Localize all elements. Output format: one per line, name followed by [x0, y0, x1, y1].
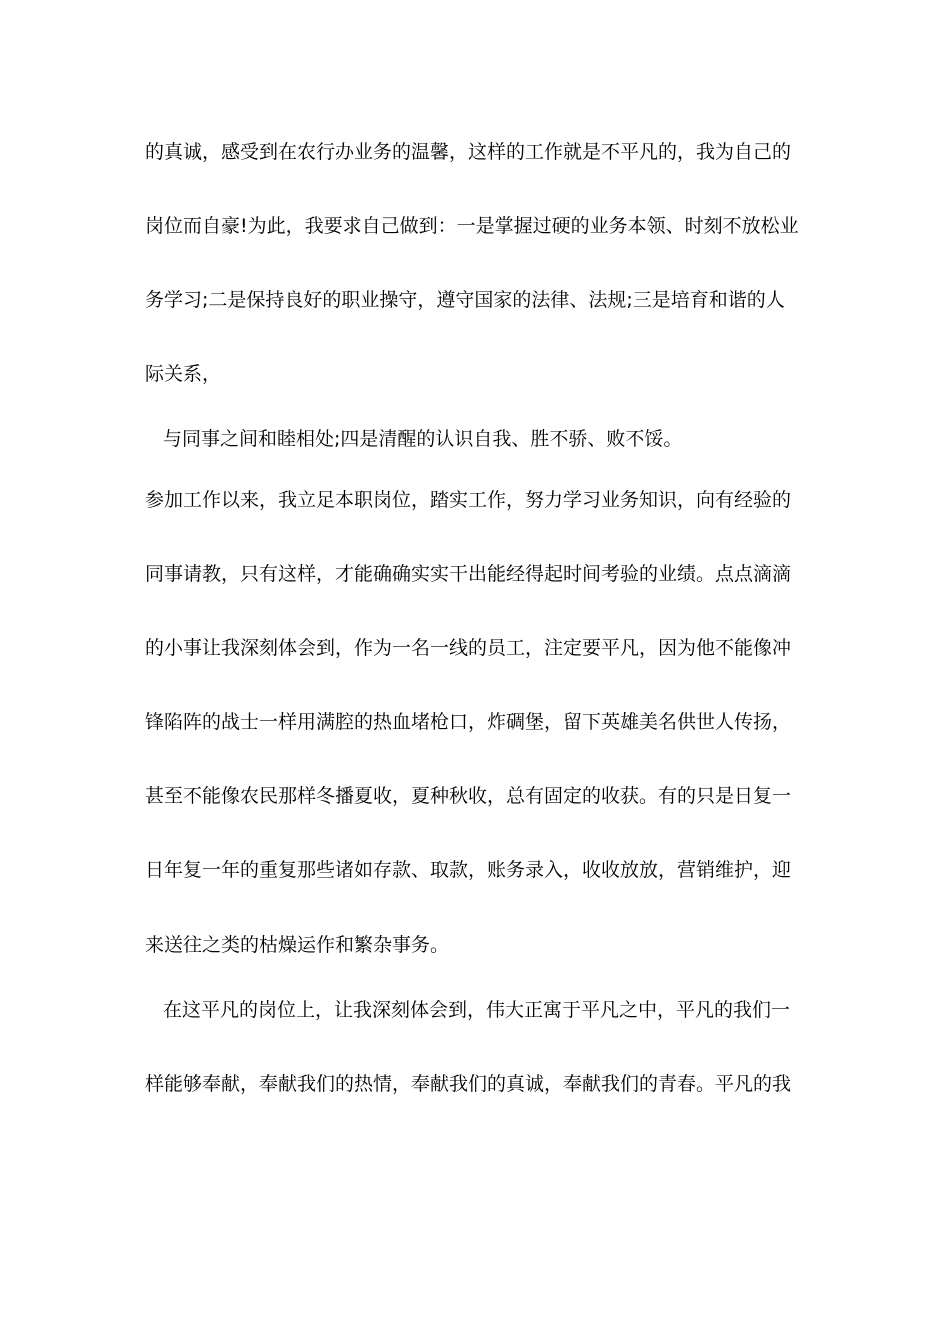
text-line: 日年复一年的重复那些诸如存款、取款，账务录入，收收放放，营销维护，迎	[145, 859, 792, 881]
text-line: 锋陷阵的战士一样用满腔的热血堵枪口，炸碉堡，留下英雄美名供世人传扬，	[145, 711, 792, 733]
text-line: 务学习;二是保持良好的职业操守，遵守国家的法律、法规;三是培育和谐的人	[145, 289, 785, 311]
text-line: 在这平凡的岗位上，让我深刻体会到，伟大正寓于平凡之中，平凡的我们一	[163, 999, 791, 1021]
text-line: 同事请教，只有这样，才能确确实实干出能经得起时间考验的业绩。点点滴滴	[145, 563, 792, 585]
text-line: 来送往之类的枯燥运作和繁杂事务。	[145, 934, 450, 956]
text-line: 岗位而自豪!为此，我要求自己做到：一是掌握过硬的业务本领、时刻不放松业	[145, 215, 799, 237]
text-line: 的真诚，感受到在农行办业务的温馨，这样的工作就是不平凡的，我为自己的	[145, 141, 792, 163]
text-line: 与同事之间和睦相处;四是清醒的认识自我、胜不骄、败不馁。	[163, 428, 683, 450]
text-line: 参加工作以来，我立足本职岗位，踏实工作，努力学习业务知识，向有经验的	[145, 489, 792, 511]
text-line: 样能够奉献，奉献我们的热情，奉献我们的真诚，奉献我们的青春。平凡的我	[145, 1073, 792, 1095]
text-line: 际关系，	[145, 363, 222, 385]
text-line: 甚至不能像农民那样冬播夏收，夏种秋收，总有固定的收获。有的只是日复一	[145, 785, 792, 807]
text-line: 的小事让我深刻体会到，作为一名一线的员工，注定要平凡，因为他不能像冲	[145, 637, 792, 659]
